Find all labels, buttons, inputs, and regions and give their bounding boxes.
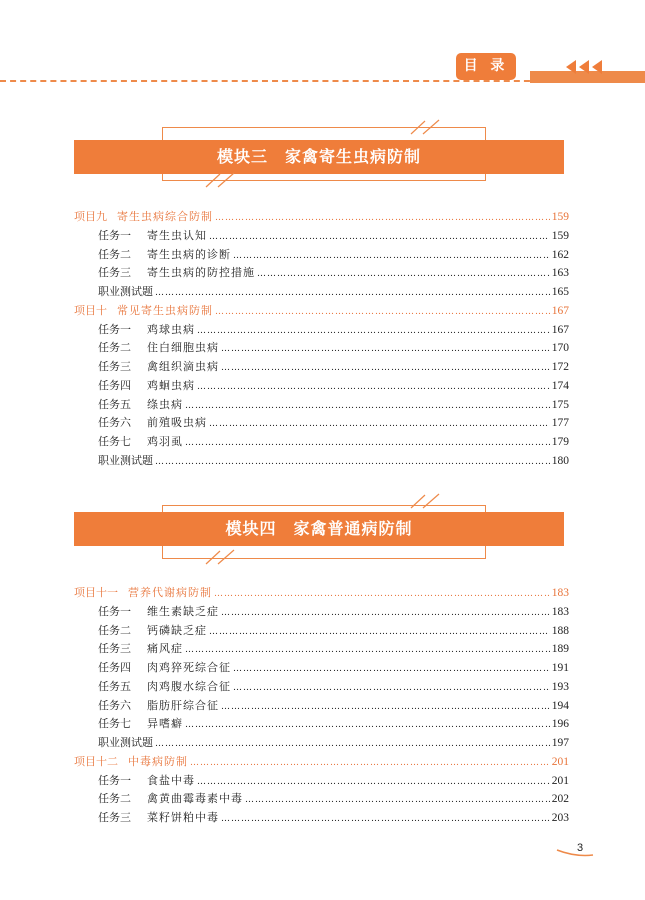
entry-label — [98, 264, 255, 280]
dot-leader — [221, 363, 550, 373]
dot-leader — [245, 795, 550, 805]
entry-number: 任务三 — [98, 360, 131, 373]
entry-label — [98, 321, 195, 337]
entry-number: 任务五 — [98, 679, 131, 693]
toc-task-entry[interactable] — [98, 452, 569, 470]
entry-page: 167 — [551, 304, 569, 317]
entry-page: 183 — [551, 605, 569, 618]
dot-leader — [155, 288, 550, 298]
module-title: 模块三 家禽寄生虫病防制 — [216, 147, 421, 166]
entry-label — [98, 697, 219, 713]
entry-title: 菜籽饼粕中毒 — [147, 811, 219, 824]
entry-page: 201 — [551, 774, 569, 787]
entry-label — [98, 433, 183, 449]
dot-leader — [155, 457, 550, 467]
dot-leader — [185, 401, 550, 411]
entry-number: 项目九 — [74, 210, 107, 223]
entry-page: 179 — [551, 436, 569, 448]
toc-task-entry[interactable] — [98, 414, 569, 432]
toc-task-entry[interactable] — [98, 659, 569, 677]
dot-leader — [215, 307, 550, 317]
dot-leader — [185, 438, 550, 448]
entry-title: 钙磷缺乏症 — [147, 623, 207, 637]
entry-page: 175 — [551, 398, 569, 411]
entry-page: 189 — [551, 643, 569, 656]
entry-label — [98, 640, 183, 656]
toc-task-entry[interactable] — [98, 790, 569, 808]
entry-page: 183 — [551, 587, 569, 599]
entry-page: 193 — [551, 680, 569, 693]
entry-page: 180 — [551, 454, 569, 467]
entry-number: 任务二 — [98, 247, 131, 261]
dot-leader — [197, 326, 550, 336]
entry-page: 177 — [551, 417, 569, 430]
entry-label — [98, 734, 153, 750]
entry-title: 住白细胞虫病 — [147, 341, 219, 355]
decor-slash-icon — [405, 119, 445, 135]
toc-project-entry[interactable] — [74, 753, 569, 771]
dot-leader — [221, 344, 550, 354]
toc-task-entry[interactable] — [98, 715, 569, 733]
entry-label — [98, 809, 219, 825]
entry-label — [98, 377, 195, 393]
entry-number: 任务三 — [98, 811, 131, 824]
entry-label — [98, 772, 195, 788]
decor-slash-icon — [200, 172, 240, 188]
toc-task-entry[interactable] — [98, 264, 569, 282]
entry-label — [74, 302, 213, 318]
toc-task-entry[interactable] — [98, 640, 569, 658]
entry-title: 前殖吸虫病 — [147, 416, 207, 430]
entry-number: 任务一 — [98, 228, 131, 242]
toc-task-entry[interactable] — [98, 377, 569, 395]
entry-number: 项目十 — [74, 303, 107, 317]
entry-page: 159 — [551, 229, 569, 242]
entry-number: 任务四 — [98, 378, 131, 392]
toc-project-entry[interactable] — [74, 302, 569, 320]
entry-title: 维生素缺乏症 — [147, 604, 219, 618]
dot-leader — [185, 720, 550, 730]
entry-title: 寄生虫病的诊断 — [147, 247, 231, 261]
entry-label — [98, 790, 243, 806]
entry-page: 188 — [551, 624, 569, 637]
entry-label — [98, 396, 183, 412]
toc-task-entry[interactable] — [98, 433, 569, 451]
entry-title: 鸡蛔虫病 — [147, 378, 195, 392]
entry-label — [98, 227, 207, 243]
entry-number: 任务四 — [98, 661, 131, 674]
entry-label — [98, 414, 207, 430]
toc-project-entry[interactable] — [74, 584, 569, 602]
entry-number: 项目十二 — [74, 754, 118, 768]
entry-title: 异嗜癖 — [147, 717, 183, 731]
entry-number: 任务六 — [98, 698, 131, 712]
dot-leader — [221, 814, 550, 824]
triple-arrow-icon — [566, 58, 606, 76]
toc-task-entry[interactable] — [98, 321, 569, 339]
entry-title: 绦虫病 — [147, 397, 183, 411]
entry-number: 任务六 — [98, 416, 131, 430]
entry-title: 肉鸡腹水综合征 — [147, 679, 231, 693]
entry-label — [98, 622, 207, 638]
entry-number: 任务一 — [98, 322, 131, 336]
entry-page: 197 — [551, 737, 569, 749]
entry-title: 寄生虫病综合防制 — [117, 210, 213, 223]
entry-label — [74, 208, 213, 224]
dot-leader — [197, 382, 550, 392]
entry-page: 163 — [551, 267, 569, 280]
toc-task-entry[interactable] — [98, 622, 569, 640]
entry-page: 167 — [551, 323, 569, 336]
entry-title: 中毒病防制 — [128, 754, 188, 768]
entry-label — [98, 715, 183, 731]
entry-label — [98, 246, 231, 262]
entry-label — [98, 452, 153, 468]
toc-task-entry[interactable] — [98, 339, 569, 357]
entry-label — [98, 659, 231, 675]
module-title: 模块四 家禽普通病防制 — [225, 519, 413, 538]
entry-title: 常见寄生虫病防制 — [117, 303, 213, 317]
dot-leader — [257, 269, 550, 279]
dot-leader — [185, 645, 550, 655]
dot-leader — [209, 419, 550, 429]
entry-number: 任务一 — [98, 773, 131, 787]
entry-page: 162 — [551, 248, 569, 261]
entry-number: 任务三 — [98, 266, 131, 280]
entry-page: 194 — [551, 699, 569, 712]
entry-number: 职业测试题 — [98, 453, 153, 467]
entry-label — [98, 358, 219, 374]
entry-page: 165 — [551, 286, 569, 298]
entry-title: 寄生虫认知 — [147, 228, 207, 242]
dot-leader — [209, 627, 550, 637]
entry-number: 任务二 — [98, 792, 131, 806]
toc-task-entry[interactable] — [98, 603, 569, 621]
toc-task-entry[interactable] — [98, 772, 569, 790]
entry-number: 任务七 — [98, 435, 131, 448]
entry-page: 159 — [551, 211, 569, 223]
toc-task-entry[interactable] — [98, 283, 569, 301]
entry-title: 寄生虫病的防控措施 — [147, 266, 255, 280]
entry-title: 鸡球虫病 — [147, 322, 195, 336]
entry-label — [98, 603, 219, 619]
entry-label — [98, 678, 231, 694]
toc-task-entry[interactable] — [98, 227, 569, 245]
toc-task-entry[interactable] — [98, 358, 569, 376]
entry-title: 痛风症 — [147, 642, 183, 656]
decor-slash-icon — [200, 549, 240, 565]
entry-number: 任务三 — [98, 642, 131, 656]
entry-number: 职业测试题 — [98, 285, 153, 298]
toc-task-entry[interactable] — [98, 809, 569, 827]
toc-task-entry[interactable] — [98, 678, 569, 696]
entry-number: 任务二 — [98, 623, 131, 637]
dot-leader — [214, 589, 550, 599]
entry-label — [98, 283, 153, 299]
dot-leader — [233, 683, 550, 693]
dot-leader — [221, 702, 550, 712]
toc-tab: 目 录 — [456, 53, 516, 80]
page-number-swoosh — [555, 848, 595, 858]
entry-number: 职业测试题 — [98, 736, 153, 749]
entry-title: 禽黄曲霉毒素中毒 — [147, 792, 243, 806]
entry-page: 174 — [551, 379, 569, 392]
toc-task-entry[interactable] — [98, 246, 569, 264]
entry-number: 项目十一 — [74, 586, 118, 599]
header-dashed-line — [0, 80, 540, 82]
toc-task-entry[interactable] — [98, 396, 569, 414]
dot-leader — [221, 608, 550, 618]
entry-title: 脂肪肝综合征 — [147, 698, 219, 712]
entry-page: 196 — [551, 718, 569, 731]
dot-leader — [155, 739, 550, 749]
toc-task-entry[interactable] — [98, 697, 569, 715]
entry-number: 任务二 — [98, 341, 131, 355]
entry-label — [74, 584, 212, 600]
page-number: 3 — [577, 842, 584, 854]
dot-leader — [215, 213, 550, 223]
entry-page: 172 — [551, 361, 569, 373]
entry-label — [74, 753, 188, 769]
entry-title: 营养代谢病防制 — [128, 586, 212, 599]
entry-page: 170 — [551, 342, 569, 355]
entry-number: 任务七 — [98, 717, 131, 731]
entry-title: 鸡羽虱 — [147, 435, 183, 448]
toc-project-entry[interactable] — [74, 208, 569, 226]
dot-leader — [190, 758, 550, 768]
dot-leader — [197, 777, 550, 787]
entry-page: 191 — [551, 662, 569, 674]
toc-task-entry[interactable] — [98, 734, 569, 752]
decor-slash-icon — [405, 493, 445, 509]
dot-leader — [233, 664, 550, 674]
entry-page: 203 — [551, 812, 569, 824]
dot-leader — [209, 232, 550, 242]
entry-title: 肉鸡猝死综合征 — [147, 661, 231, 674]
entry-title: 食盐中毒 — [147, 773, 195, 787]
entry-number: 任务五 — [98, 397, 131, 411]
entry-number: 任务一 — [98, 604, 131, 618]
entry-label — [98, 339, 219, 355]
dot-leader — [233, 251, 550, 261]
entry-page: 201 — [551, 755, 569, 768]
entry-page: 202 — [551, 793, 569, 806]
entry-title: 禽组织滴虫病 — [147, 360, 219, 373]
